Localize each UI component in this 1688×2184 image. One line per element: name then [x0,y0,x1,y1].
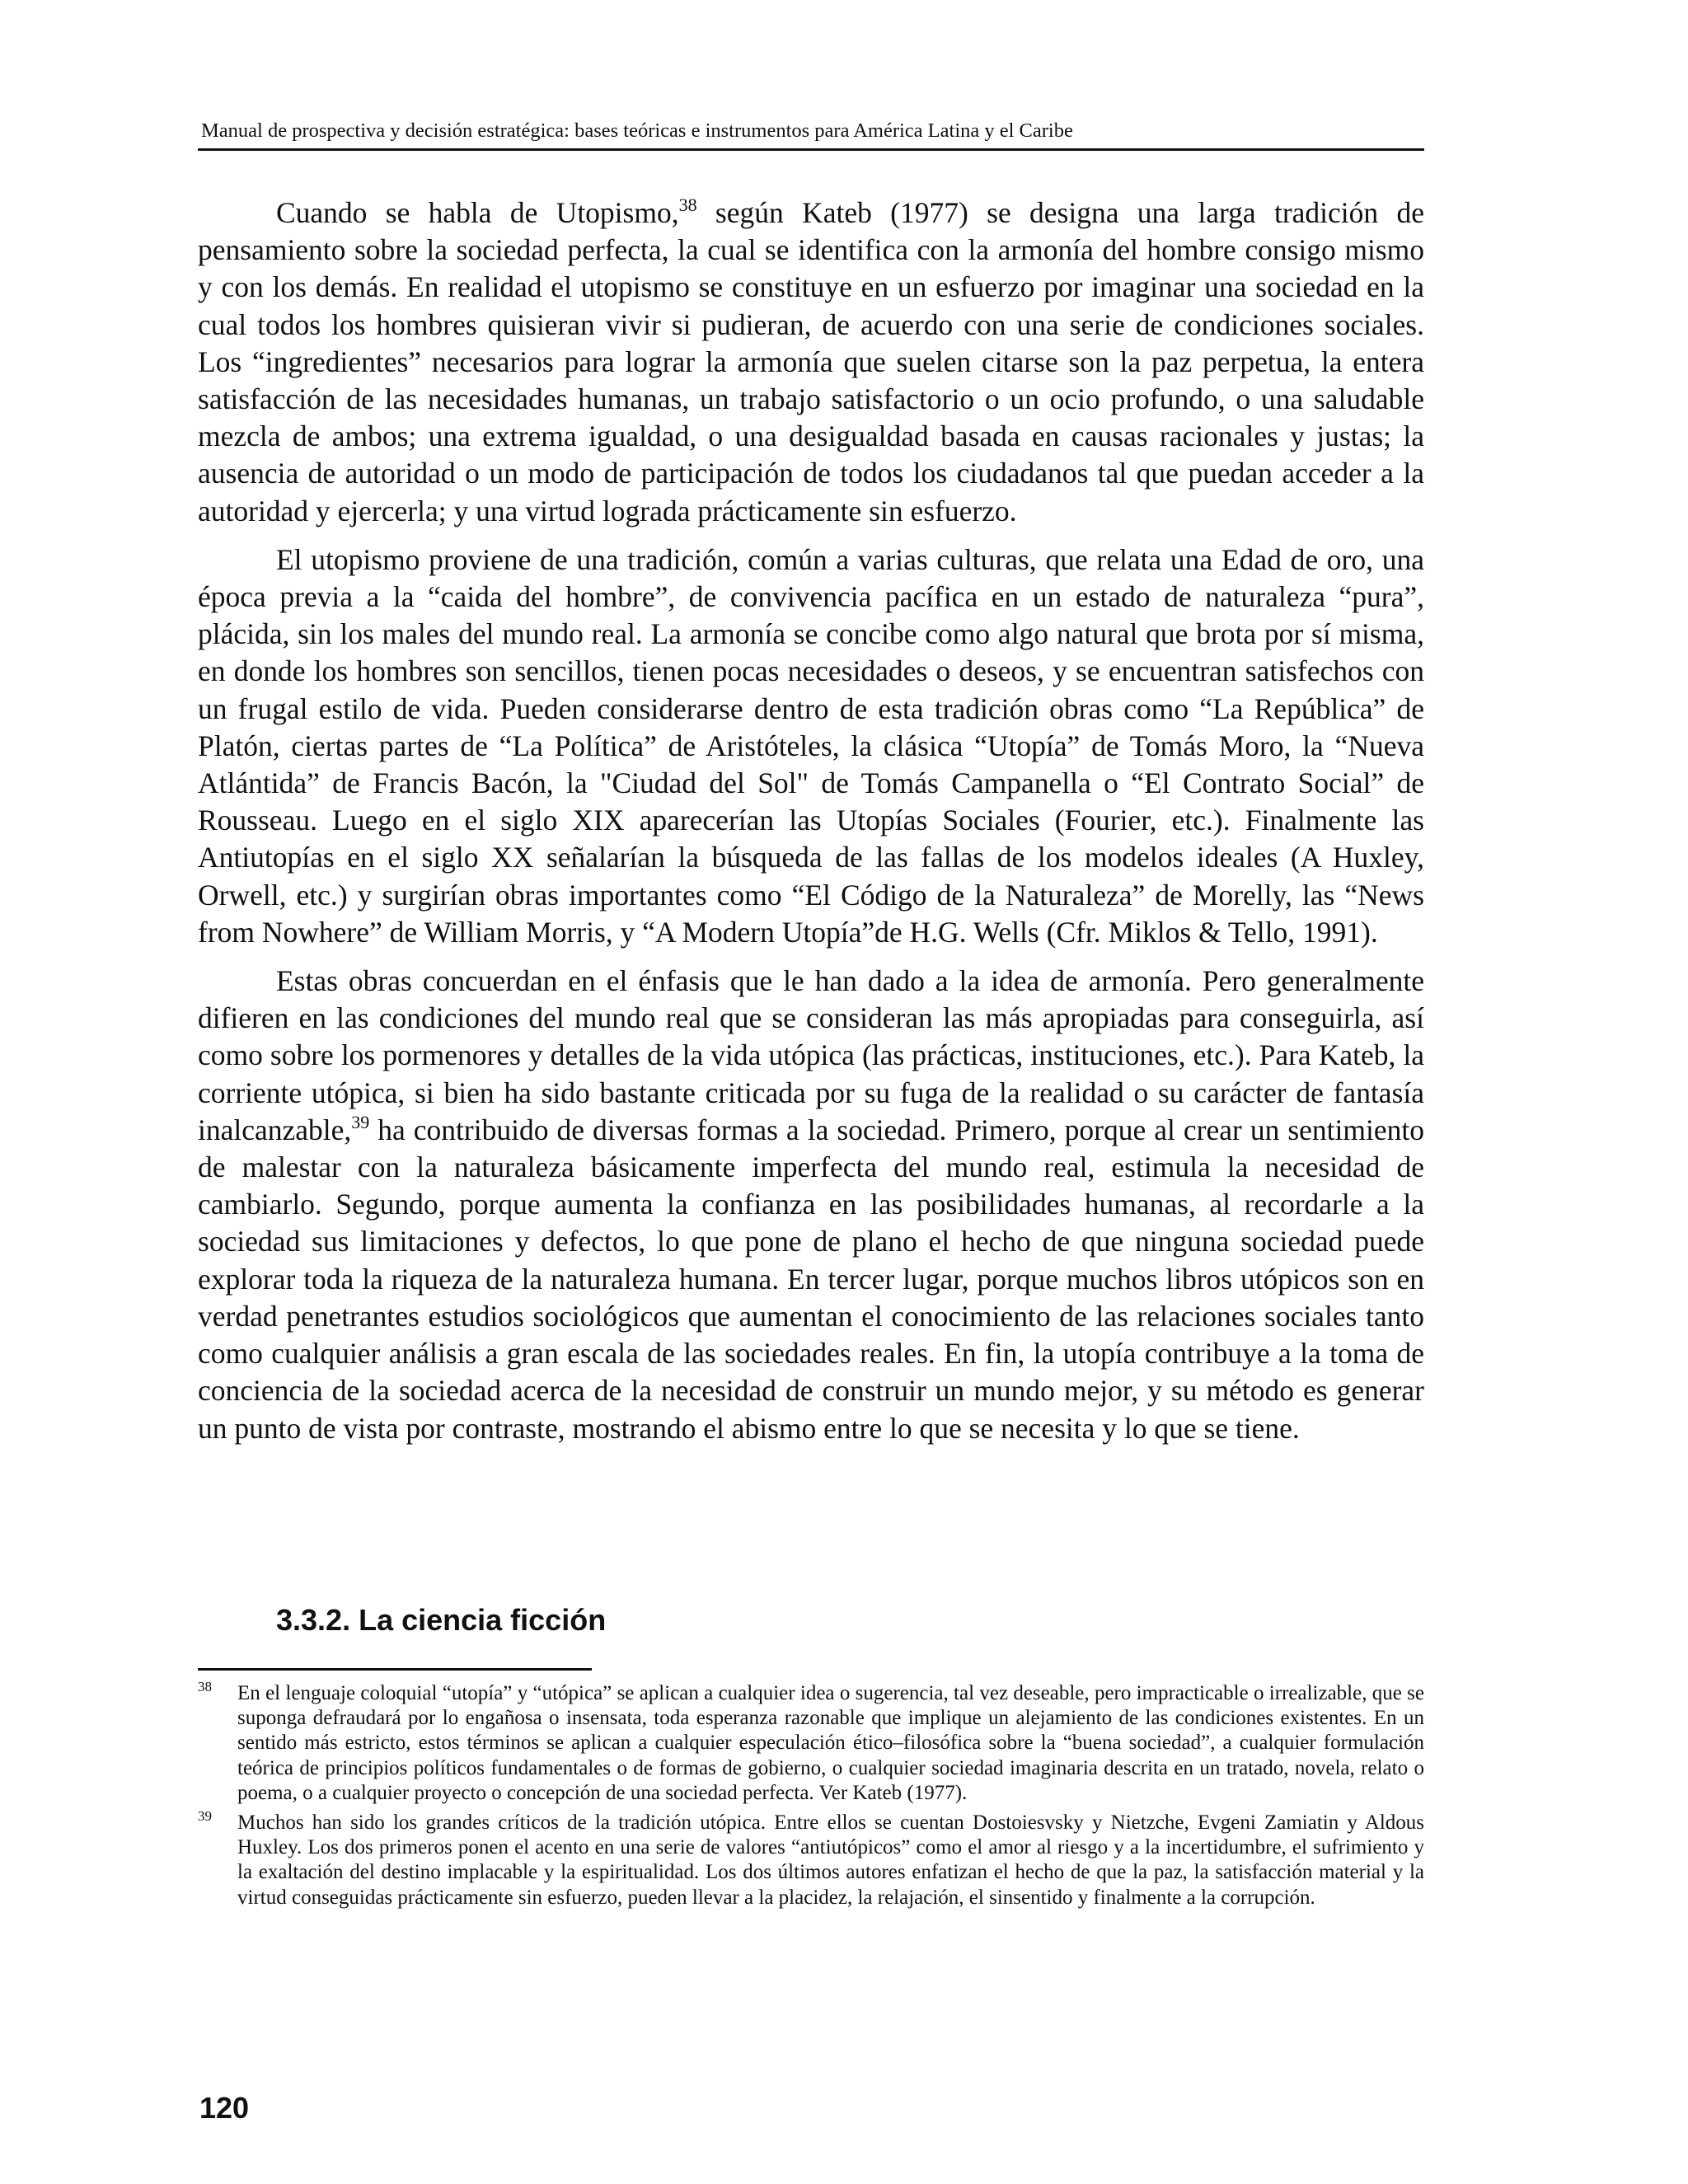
footnote-number: 38 [198,1679,212,1694]
body-text [198,194,1424,1459]
header-rule [198,148,1424,151]
running-header: Manual de prospectiva y decisión estratégica: bases teóricas e instrumentos para América Latina y el Caribe [201,120,1073,142]
footnote-39 [198,1808,1424,1910]
footnote-ref-39[interactable]: 39 [351,1111,370,1132]
paragraph-1-text-a: Cuando se habla de Utopismo, [276,196,679,229]
page-number: 120 [199,2091,250,2125]
paragraph-3-text-a: Estas obras concuerdan en el énfasis que le han dado a la idea de armonía. Pero generalmente difieren en las condiciones del mundo real que se consideran las más apropiadas para conseguirla, así como sobre los pormenores y detalles de la vida utópica (las prácticas, instituciones, etc.). Para Kateb, la corriente utópica, si bien ha sido bastante criticada por su fuga de la realidad o su carácter de fantasía inalcanzable, [198,964,1424,1146]
footnote-ref-38[interactable]: 38 [678,194,697,215]
footnote-text: Muchos han sido los grandes críticos de la tradición utópica. Entre ellos se cuentan Dostoiesvsky y Nietzche, Evgeni Zamiatin y Aldous Huxley. Los dos primeros ponen el acento en una serie de valores “antiutópicos” como el amor al riesgo y a la incertidumbre, el sufrimiento y la exaltación del destino implacable y la espiritualidad. Los dos últimos autores enfatizan el hecho de que la paz, la satisfacción material y la virtud conseguidas prácticamente sin esfuerzo, pueden llevar a la placidez, la relajación, el sinsentido y finalmente a la corrupción. [237,1811,1424,1909]
section-heading: 3.3.2. La ciencia ficción [276,1603,607,1637]
footnote-text: En el lenguaje coloquial “utopía” y “utópica” se aplican a cualquier idea o sugerencia, tal vez deseable, pero impracticable o irrealizable, que se suponga defraudará por lo engañosa o insensata, toda esperanza razonable que implique un alejamiento de las condiciones existentes. En un sentido más estricto, estos términos se aplican a cualquier especulación ético–filosófica sobre la “buena sociedad”, a cualquier formulación teórica de principios políticos fundamentales o de formas de gobierno, o cualquier sociedad imaginaria descrita en un tratado, novela, relato o poema, o a cualquier proyecto o concepción de una sociedad perfecta. Ver Kateb (1977). [237,1682,1424,1804]
paragraph-1 [198,194,1424,530]
footnote-number: 39 [198,1808,212,1825]
paragraph-1-text-b: según Kateb (1977) se designa una larga tradición de pensamiento sobre la sociedad perfecta, la cual se identifica con la armonía del hombre consigo mismo y con los demás. En realidad el utopismo se constituye en un esfuerzo por imaginar una sociedad en la cual todos los hombres quisieran vivir si pudieran, de acuerdo con una serie de condiciones sociales. Los “ingredientes” necesarios para lograr la armonía que suelen citarse son la paz perpetua, la entera satisfacción de las necesidades humanas, un trabajo satisfactorio o un ocio profundo, o una saludable mezcla de ambos; una extrema igualdad, o una desigualdad basada en causas racionales y justas; la ausencia de autoridad o un modo de participación de todos los ciudadanos tal que puedan acceder a la autoridad y ejercerla; y una virtud lograda prácticamente sin esfuerzo. [198,196,1424,527]
footnote-38 [198,1681,1424,1806]
paragraph-3-text-b: ha contribuido de diversas formas a la sociedad. Primero, porque al crear un sentimiento de malestar con la naturaleza básicamente imperfecta del mundo real, estimula la necesidad de cambiarlo. Segundo, porque aumenta la confianza en las posibilidades humanas, al recordarle a la sociedad sus limitaciones y defectos, lo que pone de plano el hecho de que ninguna sociedad puede explorar toda la riqueza de la naturaleza humana. En tercer lugar, porque muchos libros utópicos son en verdad penetrantes estudios sociológicos que aumentan el conocimiento de las relaciones sociales tanto como cualquier análisis a gran escala de las sociedades reales. En fin, la utopía contribuye a la toma de conciencia de la sociedad acerca de la necesidad de construir un mundo mejor, y su método es generar un punto de vista por contraste, mostrando el abismo entre lo que se necesita y lo que se tiene. [198,1113,1424,1445]
paragraph-3 [198,963,1424,1447]
paragraph-2: El utopismo proviene de una tradición, común a varias culturas, que relata una Edad de oro, una época previa a la “caida del hombre”, de convivencia pacífica en un estado de naturaleza “pura”, plácida, sin los males del mundo real. La armonía se concibe como algo natural que brota por sí misma, en donde los hombres son sencillos, tienen pocas necesidades o deseos, y se encuentran satisfechos con un frugal estilo de vida. Pueden considerarse dentro de esta tradición obras como “La República” de Platón, ciertas partes de “La Política” de Aristóteles, la clásica “Utopía” de Tomás Moro, la “Nueva Atlántida” de Francis Bacón, la "Ciudad del Sol" de Tomás Campanella o “El Contrato Social” de Rousseau. Luego en el siglo XIX aparecerían las Utopías Sociales (Fourier, etc.). Finalmente las Antiutopías en el siglo XX señalarían la búsqueda de las fallas de los modelos ideales (A Huxley, Orwell, etc.) y surgirían obras importantes como “El Código de la Naturaleza” de Morelly, las “News from Nowhere” de William Morris, y “A Modern Utopía”de H.G. Wells (Cfr. Miklos & Tello, 1991). [198,542,1424,949]
footnote-separator [198,1668,592,1671]
footnotes [198,1681,1424,1915]
